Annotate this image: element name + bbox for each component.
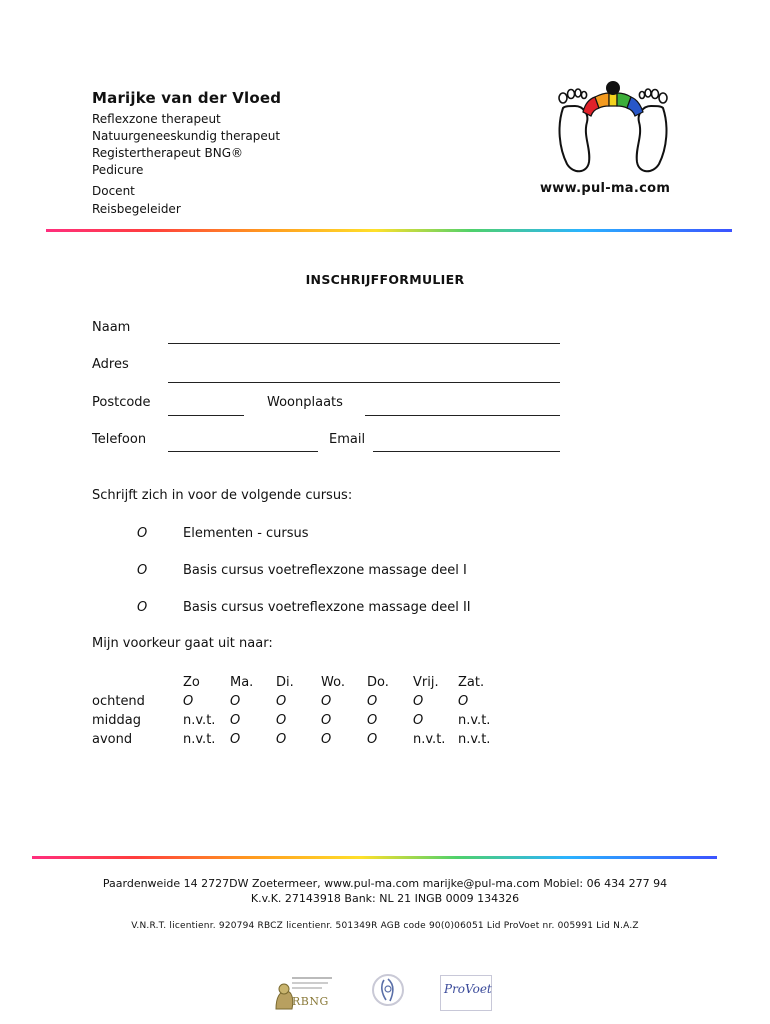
naam-label: Naam <box>92 320 131 335</box>
slot-ochtend-vrij[interactable]: O <box>413 694 424 709</box>
slot-ochtend-ma[interactable]: O <box>230 694 241 709</box>
rbng-text: RBNG <box>292 995 329 1008</box>
row-label-middag: middag <box>92 713 141 728</box>
course-option-2-marker[interactable]: O <box>137 563 148 578</box>
adres-label: Adres <box>92 357 129 372</box>
course-option-3-label: Basis cursus voetreflexzone massage deel II <box>183 600 471 615</box>
telefoon-label: Telefoon <box>92 432 147 447</box>
email-field[interactable] <box>373 451 560 452</box>
slot-avond-ma[interactable]: O <box>230 732 241 747</box>
course-option-1-label: Elementen - cursus <box>183 526 309 541</box>
day-header-ma: Ma. <box>230 675 254 690</box>
telefoon-field[interactable] <box>168 451 318 452</box>
preference-intro: Mijn voorkeur gaat uit naar: <box>92 636 273 651</box>
slot-avond-zo: n.v.t. <box>183 732 216 747</box>
top-rainbow-divider <box>46 229 732 232</box>
course-option-3-marker[interactable]: O <box>137 600 148 615</box>
slot-middag-zo: n.v.t. <box>183 713 216 728</box>
slot-ochtend-zat[interactable]: O <box>458 694 469 709</box>
slot-avond-di[interactable]: O <box>276 732 287 747</box>
slot-ochtend-di[interactable]: O <box>276 694 287 709</box>
title-reflexzone: Reflexzone therapeut <box>92 112 221 126</box>
postcode-field[interactable] <box>168 415 244 416</box>
day-header-di: Di. <box>276 675 294 690</box>
slot-ochtend-zo[interactable]: O <box>183 694 194 709</box>
title-natuurgeneeskundig: Natuurgeneeskundig therapeut <box>92 129 281 143</box>
title-docent: Docent <box>92 184 135 198</box>
footer-address-line: Paardenweide 14 2727DW Zoetermeer, www.pul-ma.com marijke@pul-ma.com Mobiel: 06 434 277 94 <box>102 877 668 890</box>
provoet-text: ProVoet <box>444 982 492 996</box>
footer-licences: V.N.R.T. licentienr. 920794 RBCZ licentienr. 501349R AGB code 90(0)06051 Lid ProVoet nr. 005991 Lid N.A.Z <box>131 921 639 931</box>
day-header-vrij: Vrij. <box>413 675 439 690</box>
slot-middag-ma[interactable]: O <box>230 713 241 728</box>
slot-middag-di[interactable]: O <box>276 713 287 728</box>
naz-logo-icon <box>370 972 406 1008</box>
slot-middag-wo[interactable]: O <box>321 713 332 728</box>
form-title: INSCHRIJFFORMULIER <box>305 272 465 287</box>
course-option-2-label: Basis cursus voetreflexzone massage deel I <box>183 563 467 578</box>
provoet-logo <box>440 975 492 1011</box>
woonplaats-field[interactable] <box>365 415 560 416</box>
slot-avond-do[interactable]: O <box>367 732 378 747</box>
row-label-avond: avond <box>92 732 133 747</box>
feet-logo-icon <box>553 78 673 178</box>
footer-contact <box>0 876 770 906</box>
footer-kvk-line: K.v.K. 27143918 Bank: NL 21 INGB 0009 134326 <box>250 892 520 905</box>
email-label: Email <box>329 432 366 447</box>
day-header-do: Do. <box>367 675 389 690</box>
day-header-zat: Zat. <box>458 675 485 690</box>
day-header-wo: Wo. <box>321 675 345 690</box>
slot-avond-wo[interactable]: O <box>321 732 332 747</box>
row-label-ochtend: ochtend <box>92 694 145 709</box>
course-option-1-marker[interactable]: O <box>137 526 148 541</box>
woonplaats-label: Woonplaats <box>267 395 343 410</box>
slot-middag-zat: n.v.t. <box>458 713 491 728</box>
naam-field[interactable] <box>168 343 560 344</box>
slot-avond-vrij: n.v.t. <box>413 732 446 747</box>
slot-middag-do[interactable]: O <box>367 713 378 728</box>
slot-ochtend-wo[interactable]: O <box>321 694 332 709</box>
slot-ochtend-do[interactable]: O <box>367 694 378 709</box>
adres-field[interactable] <box>168 382 560 383</box>
rbng-logo <box>272 975 334 1011</box>
bottom-rainbow-divider <box>32 856 717 859</box>
therapist-name: Marijke van der Vloed <box>92 89 282 107</box>
day-header-zo: Zo <box>183 675 200 690</box>
title-reisbegeleider: Reisbegeleider <box>92 202 181 216</box>
title-registertherapeut: Registertherapeut BNG® <box>92 146 244 160</box>
website-link[interactable]: www.pul-ma.com <box>540 181 671 196</box>
slot-middag-vrij[interactable]: O <box>413 713 424 728</box>
slot-avond-zat: n.v.t. <box>458 732 491 747</box>
course-intro: Schrijft zich in voor de volgende cursus: <box>92 488 353 503</box>
postcode-label: Postcode <box>92 395 151 410</box>
title-pedicure: Pedicure <box>92 163 144 177</box>
